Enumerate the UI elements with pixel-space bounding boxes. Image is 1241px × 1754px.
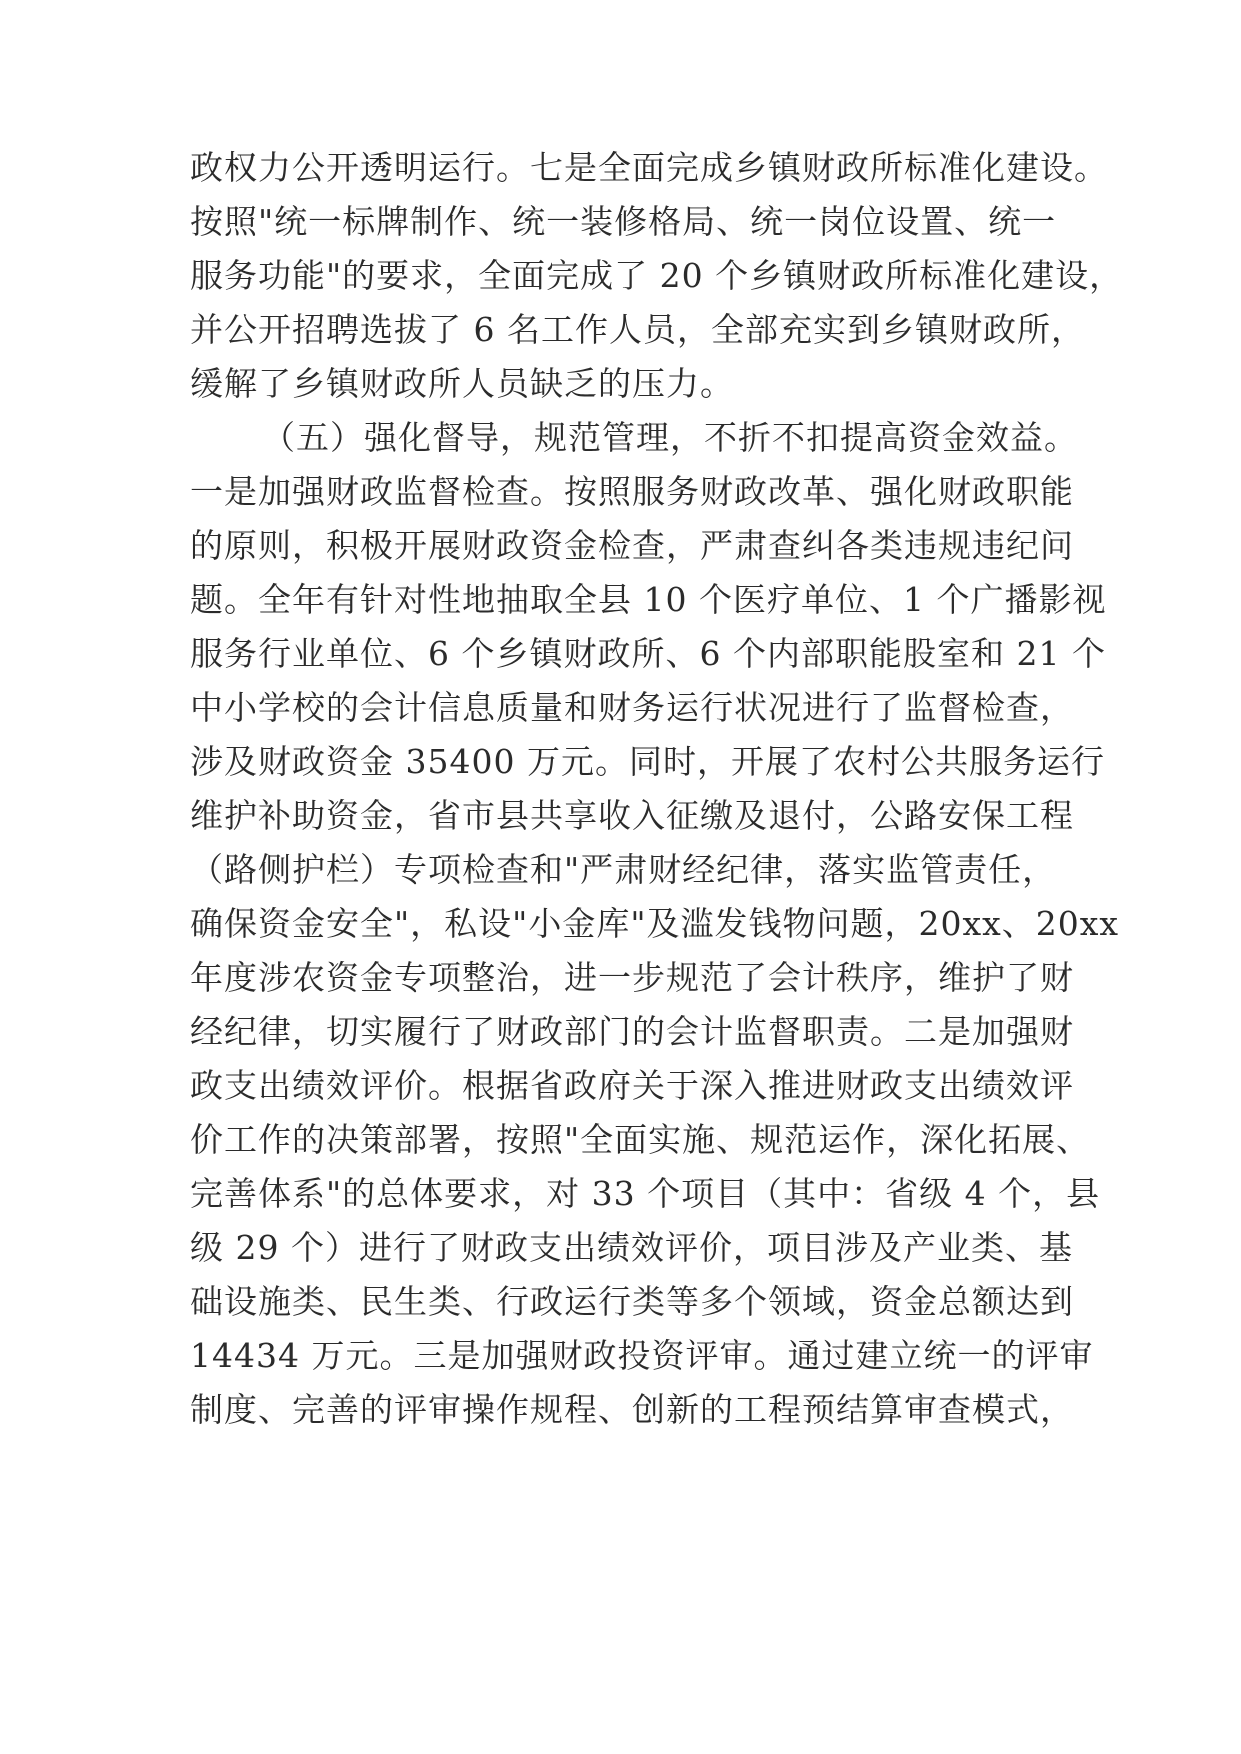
text-line: 按照"统一标牌制作、统一装修格局、统一岗位设置、统一 bbox=[190, 202, 1057, 241]
text-line: 涉及财政资金 35400 万元。同时，开展了农村公共服务运行 bbox=[190, 742, 1105, 781]
text-line: 维护补助资金，省市县共享收入征缴及退付，公路安保工程 bbox=[190, 796, 1074, 835]
section-heading-line: （五）强化督导，规范管理，不折不扣提高资金效益。 bbox=[262, 418, 1078, 457]
text-line: 政支出绩效评价。根据省政府关于深入推进财政支出绩效评 bbox=[190, 1066, 1074, 1105]
text-line: 年度涉农资金专项整治，进一步规范了会计秩序，维护了财 bbox=[190, 958, 1074, 997]
text-line: 政权力公开透明运行。七是全面完成乡镇财政所标准化建设。 bbox=[190, 148, 1108, 187]
text-line: 制度、完善的评审操作规程、创新的工程预结算审查模式， bbox=[190, 1390, 1074, 1429]
text-line: 14434 万元。三是加强财政投资评审。通过建立统一的评审 bbox=[190, 1336, 1094, 1375]
text-line: 确保资金安全"，私设"小金库"及滥发钱物问题，20xx、20xx bbox=[190, 904, 1119, 943]
text-line: 题。全年有针对性地抽取全县 10 个医疗单位、1 个广播影视 bbox=[190, 580, 1107, 619]
text-line: 完善体系"的总体要求，对 33 个项目（其中：省级 4 个，县 bbox=[190, 1174, 1101, 1213]
text-line: 服务功能"的要求，全面完成了 20 个乡镇财政所标准化建设， bbox=[190, 256, 1124, 295]
text-line: 一是加强财政监督检查。按照服务财政改革、强化财政职能 bbox=[190, 472, 1074, 511]
text-line: 并公开招聘选拔了 6 名工作人员，全部充实到乡镇财政所， bbox=[190, 310, 1085, 349]
text-line: 的原则，积极开展财政资金检查，严肃查纠各类违规违纪问 bbox=[190, 526, 1074, 565]
text-line: 中小学校的会计信息质量和财务运行状况进行了监督检查， bbox=[190, 688, 1074, 727]
text-line: （路侧护栏）专项检查和"严肃财经纪律，落实监管责任， bbox=[190, 850, 1057, 889]
body-text bbox=[190, 141, 1124, 1437]
text-line: 价工作的决策部署，按照"全面实施、规范运作，深化拓展、 bbox=[190, 1120, 1091, 1159]
text-line: 服务行业单位、6 个乡镇财政所、6 个内部职能股室和 21 个 bbox=[190, 634, 1106, 673]
text-line: 经纪律，切实履行了财政部门的会计监督职责。二是加强财 bbox=[190, 1012, 1074, 1051]
text-line: 础设施类、民生类、行政运行类等多个领域，资金总额达到 bbox=[190, 1282, 1074, 1321]
text-line: 缓解了乡镇财政所人员缺乏的压力。 bbox=[190, 364, 734, 403]
text-line: 级 29 个）进行了财政支出绩效评价，项目涉及产业类、基 bbox=[190, 1228, 1073, 1267]
